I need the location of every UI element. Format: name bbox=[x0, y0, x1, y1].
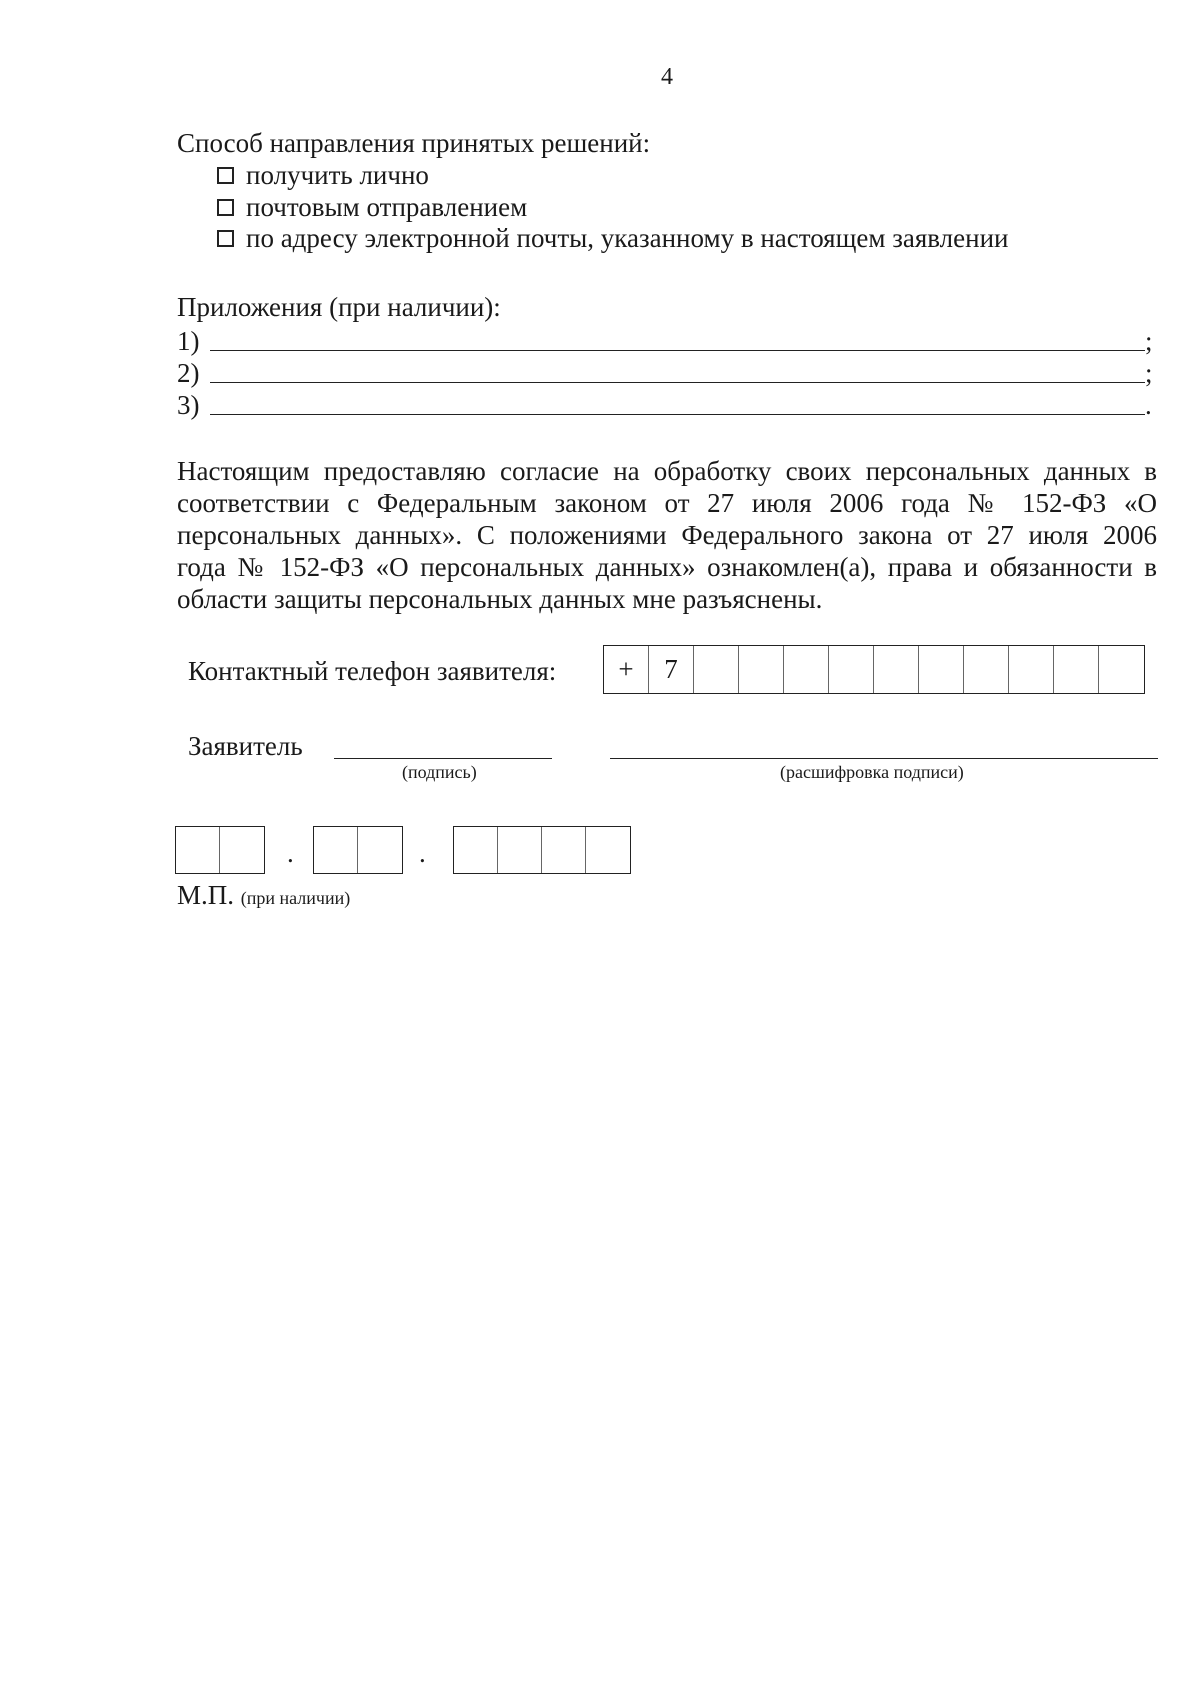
date-cell[interactable] bbox=[454, 827, 498, 873]
decoding-caption: (расшифровка подписи) bbox=[780, 762, 964, 782]
attachment-row bbox=[177, 388, 1157, 421]
phone-cell[interactable] bbox=[784, 646, 829, 693]
date-cell[interactable] bbox=[176, 827, 220, 873]
attachment-number: 3) bbox=[177, 390, 200, 420]
stamp-note: (при наличии) bbox=[240, 888, 351, 908]
attachment-end: ; bbox=[1145, 358, 1153, 388]
phone-cell[interactable] bbox=[694, 646, 739, 693]
phone-cell[interactable] bbox=[874, 646, 919, 693]
attachment-field[interactable] bbox=[210, 324, 1145, 351]
attachment-row bbox=[177, 324, 1157, 357]
option-label: по адресу электронной почты, указанному в настоящем заявлении bbox=[246, 223, 1009, 253]
attachment-field[interactable] bbox=[210, 356, 1145, 383]
phone-cell[interactable] bbox=[739, 646, 784, 693]
phone-cell[interactable]: + bbox=[604, 646, 649, 693]
phone-cell[interactable] bbox=[964, 646, 1009, 693]
attachment-row bbox=[177, 356, 1157, 389]
date-cell[interactable] bbox=[314, 827, 358, 873]
date-separator: . bbox=[419, 838, 426, 868]
signature-field[interactable] bbox=[334, 756, 552, 759]
phone-cell[interactable] bbox=[829, 646, 874, 693]
consent-line: соответствии с Федеральным законом от 27 июля 2006 года № 152-ФЗ «О bbox=[177, 488, 1157, 518]
phone-label: Контактный телефон заявителя: bbox=[188, 656, 557, 686]
date-cell[interactable] bbox=[498, 827, 542, 873]
phone-cell[interactable] bbox=[1099, 646, 1144, 693]
phone-cell[interactable] bbox=[1054, 646, 1099, 693]
option-label: почтовым отправлением bbox=[246, 192, 528, 222]
date-day[interactable] bbox=[175, 826, 265, 874]
attachments-heading: Приложения (при наличии): bbox=[177, 292, 501, 322]
decoding-field[interactable] bbox=[610, 756, 1158, 759]
date-cell[interactable] bbox=[542, 827, 586, 873]
date-cell[interactable] bbox=[586, 827, 630, 873]
phone-cell[interactable] bbox=[1009, 646, 1054, 693]
page-number: 4 bbox=[661, 64, 673, 90]
option-label: получить лично bbox=[246, 160, 429, 190]
checkbox[interactable] bbox=[217, 199, 234, 216]
delivery-option-mail[interactable] bbox=[217, 191, 527, 223]
phone-grid[interactable] bbox=[603, 645, 1145, 694]
consent-line: персональных данных». С положениями Федерального закона от 27 июля 2006 bbox=[177, 520, 1157, 550]
checkbox[interactable] bbox=[217, 230, 234, 247]
consent-line: Настоящим предоставляю согласие на обработку своих персональных данных в bbox=[177, 456, 1157, 486]
consent-paragraph bbox=[177, 455, 1157, 615]
consent-line: года № 152-ФЗ «О персональных данных» ознакомлен(а), права и обязанности в bbox=[177, 552, 1157, 582]
delivery-option-email[interactable] bbox=[217, 222, 1008, 254]
attachment-end: . bbox=[1145, 390, 1152, 420]
attachment-number: 1) bbox=[177, 326, 200, 356]
consent-line: области защиты персональных данных мне разъяснены. bbox=[177, 584, 823, 614]
checkbox[interactable] bbox=[217, 167, 234, 184]
date-month[interactable] bbox=[313, 826, 403, 874]
date-separator: . bbox=[287, 838, 294, 868]
delivery-heading: Способ направления принятых решений: bbox=[177, 128, 651, 158]
applicant-label: Заявитель bbox=[188, 731, 303, 761]
phone-cell[interactable]: 7 bbox=[649, 646, 694, 693]
attachment-number: 2) bbox=[177, 358, 200, 388]
phone-cell[interactable] bbox=[919, 646, 964, 693]
date-year[interactable] bbox=[453, 826, 631, 874]
stamp-label bbox=[177, 880, 350, 911]
stamp-abbr: М.П. bbox=[177, 880, 235, 910]
date-cell[interactable] bbox=[220, 827, 264, 873]
signature-caption: (подпись) bbox=[402, 762, 477, 782]
attachment-end: ; bbox=[1145, 326, 1153, 356]
delivery-option-in-person[interactable] bbox=[217, 159, 429, 191]
attachment-field[interactable] bbox=[210, 388, 1145, 415]
date-cell[interactable] bbox=[358, 827, 402, 873]
